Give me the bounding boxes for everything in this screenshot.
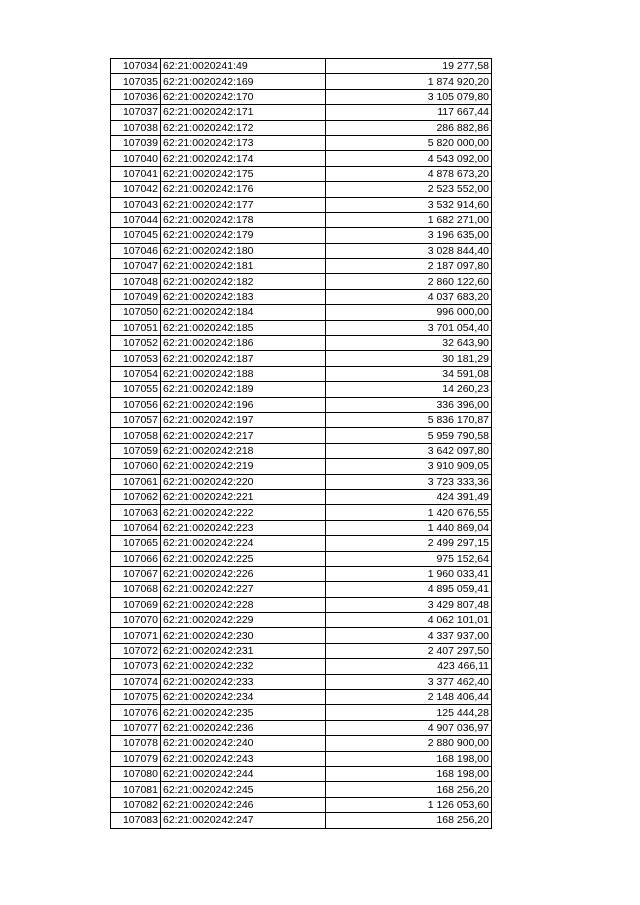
cadastral-number-cell: 62:21:0020242:225 [161,551,326,566]
cadastral-number-cell: 62:21:0020242:196 [161,397,326,412]
cadastral-value-cell: 423 466,11 [326,659,492,674]
table-row [111,89,492,104]
cadastral-value-cell: 168 256,20 [326,813,492,828]
table-row [111,243,492,258]
cadastral-number-cell: 62:21:0020242:230 [161,628,326,643]
table-row [111,489,492,504]
table-row [111,382,492,397]
cadastral-number-cell: 62:21:0020242:187 [161,351,326,366]
cadastral-value-cell: 975 152,64 [326,551,492,566]
table-row [111,212,492,227]
cadastral-value-cell: 4 037 683,20 [326,289,492,304]
cadastral-number-cell: 62:21:0020242:181 [161,259,326,274]
cadastral-value-cell: 3 701 054,40 [326,320,492,335]
cadastral-number-cell: 62:21:0020242:221 [161,489,326,504]
cadastral-value-cell: 424 391,49 [326,489,492,504]
cadastral-number-cell: 62:21:0020242:178 [161,212,326,227]
row-id-cell: 107083 [111,813,161,828]
row-id-cell: 107065 [111,536,161,551]
table-row [111,428,492,443]
cadastral-value-cell: 2 187 097,80 [326,259,492,274]
cadastral-number-cell: 62:21:0020242:171 [161,105,326,120]
cadastral-number-cell: 62:21:0020242:189 [161,382,326,397]
cadastral-number-cell: 62:21:0020242:197 [161,412,326,427]
cadastral-number-cell: 62:21:0020242:232 [161,659,326,674]
row-id-cell: 107072 [111,643,161,658]
cadastral-value-cell: 3 642 097,80 [326,443,492,458]
table-row [111,459,492,474]
cadastral-value-cell: 2 148 406,44 [326,690,492,705]
cadastral-number-cell: 62:21:0020242:245 [161,782,326,797]
cadastral-number-cell: 62:21:0020242:173 [161,135,326,150]
table-row [111,705,492,720]
cadastral-number-cell: 62:21:0020242:184 [161,305,326,320]
row-id-cell: 107059 [111,443,161,458]
table-row [111,628,492,643]
row-id-cell: 107058 [111,428,161,443]
cadastral-value-cell: 1 960 033,41 [326,566,492,581]
row-id-cell: 107081 [111,782,161,797]
cadastral-number-cell: 62:21:0020242:244 [161,766,326,781]
row-id-cell: 107047 [111,259,161,274]
row-id-cell: 107040 [111,151,161,166]
cadastral-value-table [110,58,492,829]
table-row [111,674,492,689]
row-id-cell: 107075 [111,690,161,705]
cadastral-value-cell: 4 895 059,41 [326,582,492,597]
table-row [111,259,492,274]
cadastral-number-cell: 62:21:0020242:226 [161,566,326,581]
row-id-cell: 107049 [111,289,161,304]
cadastral-value-cell: 34 591,08 [326,366,492,381]
cadastral-value-cell: 168 256,20 [326,782,492,797]
cadastral-number-cell: 62:21:0020242:234 [161,690,326,705]
row-id-cell: 107050 [111,305,161,320]
cadastral-value-cell: 336 396,00 [326,397,492,412]
table-row [111,366,492,381]
table-row [111,551,492,566]
row-id-cell: 107057 [111,412,161,427]
cadastral-value-cell: 286 882,86 [326,120,492,135]
table-row [111,474,492,489]
table-row [111,643,492,658]
table-row [111,566,492,581]
table-row [111,736,492,751]
table-row [111,151,492,166]
row-id-cell: 107082 [111,797,161,812]
table-row [111,659,492,674]
table-row [111,536,492,551]
row-id-cell: 107038 [111,120,161,135]
row-id-cell: 107046 [111,243,161,258]
cadastral-number-cell: 62:21:0020242:217 [161,428,326,443]
cadastral-value-cell: 3 910 909,05 [326,459,492,474]
cadastral-number-cell: 62:21:0020242:188 [161,366,326,381]
row-id-cell: 107062 [111,489,161,504]
cadastral-value-cell: 2 523 552,00 [326,182,492,197]
cadastral-number-cell: 62:21:0020242:223 [161,520,326,535]
table-row [111,105,492,120]
table-row [111,597,492,612]
cadastral-number-cell: 62:21:0020242:177 [161,197,326,212]
cadastral-number-cell: 62:21:0020242:247 [161,813,326,828]
row-id-cell: 107048 [111,274,161,289]
cadastral-value-cell: 4 062 101,01 [326,613,492,628]
cadastral-value-cell: 4 543 092,00 [326,151,492,166]
cadastral-value-cell: 1 440 869,04 [326,520,492,535]
cadastral-value-cell: 1 420 676,55 [326,505,492,520]
cadastral-value-cell: 2 407 297,50 [326,643,492,658]
row-id-cell: 107041 [111,166,161,181]
row-id-cell: 107036 [111,89,161,104]
table-row [111,720,492,735]
cadastral-number-cell: 62:21:0020242:233 [161,674,326,689]
table-row [111,305,492,320]
table-row [111,228,492,243]
cadastral-number-cell: 62:21:0020242:170 [161,89,326,104]
table-row [111,197,492,212]
row-id-cell: 107064 [111,520,161,535]
cadastral-value-cell: 4 907 036,97 [326,720,492,735]
cadastral-number-cell: 62:21:0020242:172 [161,120,326,135]
cadastral-value-cell: 1 126 053,60 [326,797,492,812]
row-id-cell: 107044 [111,212,161,227]
cadastral-value-cell: 125 444,28 [326,705,492,720]
cadastral-value-cell: 3 028 844,40 [326,243,492,258]
table-row [111,782,492,797]
cadastral-value-cell: 4 878 673,20 [326,166,492,181]
cadastral-number-cell: 62:21:0020242:185 [161,320,326,335]
row-id-cell: 107074 [111,674,161,689]
table-row [111,166,492,181]
row-id-cell: 107039 [111,135,161,150]
row-id-cell: 107078 [111,736,161,751]
row-id-cell: 107035 [111,74,161,89]
table-row [111,613,492,628]
cadastral-number-cell: 62:21:0020242:220 [161,474,326,489]
table-row [111,135,492,150]
row-id-cell: 107073 [111,659,161,674]
cadastral-number-cell: 62:21:0020242:174 [161,151,326,166]
row-id-cell: 107077 [111,720,161,735]
table-row [111,797,492,812]
row-id-cell: 107053 [111,351,161,366]
cadastral-value-cell: 5 820 000,00 [326,135,492,150]
row-id-cell: 107068 [111,582,161,597]
cadastral-number-cell: 62:21:0020242:246 [161,797,326,812]
row-id-cell: 107043 [111,197,161,212]
cadastral-value-cell: 5 959 790,58 [326,428,492,443]
table-row [111,74,492,89]
row-id-cell: 107061 [111,474,161,489]
table-row [111,289,492,304]
cadastral-number-cell: 62:21:0020242:182 [161,274,326,289]
cadastral-value-cell: 1 682 271,00 [326,212,492,227]
table-row [111,520,492,535]
cadastral-number-cell: 62:21:0020242:224 [161,536,326,551]
document-page [110,58,491,829]
cadastral-value-cell: 3 196 635,00 [326,228,492,243]
cadastral-number-cell: 62:21:0020242:240 [161,736,326,751]
row-id-cell: 107034 [111,59,161,74]
table-row [111,320,492,335]
row-id-cell: 107070 [111,613,161,628]
cadastral-number-cell: 62:21:0020242:218 [161,443,326,458]
cadastral-number-cell: 62:21:0020242:231 [161,643,326,658]
cadastral-number-cell: 62:21:0020242:175 [161,166,326,181]
cadastral-number-cell: 62:21:0020242:227 [161,582,326,597]
cadastral-number-cell: 62:21:0020242:180 [161,243,326,258]
cadastral-value-cell: 2 860 122,60 [326,274,492,289]
table-row [111,59,492,74]
table-row [111,443,492,458]
row-id-cell: 107080 [111,766,161,781]
cadastral-value-cell: 5 836 170,87 [326,412,492,427]
table-row [111,397,492,412]
row-id-cell: 107054 [111,366,161,381]
row-id-cell: 107056 [111,397,161,412]
cadastral-value-cell: 3 429 807,48 [326,597,492,612]
cadastral-value-cell: 168 198,00 [326,766,492,781]
table-row [111,582,492,597]
cadastral-number-cell: 62:21:0020242:179 [161,228,326,243]
cadastral-number-cell: 62:21:0020242:219 [161,459,326,474]
table-row [111,120,492,135]
cadastral-number-cell: 62:21:0020242:228 [161,597,326,612]
cadastral-value-cell: 168 198,00 [326,751,492,766]
cadastral-value-cell: 2 499 297,15 [326,536,492,551]
table-row [111,813,492,828]
table-row [111,351,492,366]
cadastral-value-cell: 2 880 900,00 [326,736,492,751]
row-id-cell: 107079 [111,751,161,766]
row-id-cell: 107042 [111,182,161,197]
row-id-cell: 107052 [111,336,161,351]
cadastral-value-cell: 3 723 333,36 [326,474,492,489]
table-body [111,59,492,829]
cadastral-value-cell: 3 532 914,60 [326,197,492,212]
cadastral-value-cell: 3 105 079,80 [326,89,492,104]
table-row [111,766,492,781]
cadastral-number-cell: 62:21:0020242:235 [161,705,326,720]
table-row [111,412,492,427]
row-id-cell: 107063 [111,505,161,520]
row-id-cell: 107076 [111,705,161,720]
cadastral-number-cell: 62:21:0020242:243 [161,751,326,766]
cadastral-value-cell: 30 181,29 [326,351,492,366]
cadastral-number-cell: 62:21:0020241:49 [161,59,326,74]
table-row [111,182,492,197]
row-id-cell: 107051 [111,320,161,335]
row-id-cell: 107067 [111,566,161,581]
table-row [111,751,492,766]
cadastral-value-cell: 19 277,58 [326,59,492,74]
table-row [111,274,492,289]
cadastral-value-cell: 4 337 937,00 [326,628,492,643]
cadastral-number-cell: 62:21:0020242:169 [161,74,326,89]
cadastral-number-cell: 62:21:0020242:183 [161,289,326,304]
cadastral-value-cell: 117 667,44 [326,105,492,120]
cadastral-number-cell: 62:21:0020242:236 [161,720,326,735]
table-row [111,690,492,705]
row-id-cell: 107055 [111,382,161,397]
cadastral-number-cell: 62:21:0020242:186 [161,336,326,351]
row-id-cell: 107037 [111,105,161,120]
cadastral-value-cell: 32 643,90 [326,336,492,351]
cadastral-number-cell: 62:21:0020242:176 [161,182,326,197]
cadastral-value-cell: 1 874 920,20 [326,74,492,89]
cadastral-value-cell: 996 000,00 [326,305,492,320]
cadastral-number-cell: 62:21:0020242:222 [161,505,326,520]
row-id-cell: 107066 [111,551,161,566]
table-row [111,505,492,520]
cadastral-value-cell: 14 260,23 [326,382,492,397]
row-id-cell: 107045 [111,228,161,243]
row-id-cell: 107069 [111,597,161,612]
row-id-cell: 107060 [111,459,161,474]
cadastral-value-cell: 3 377 462,40 [326,674,492,689]
table-row [111,336,492,351]
row-id-cell: 107071 [111,628,161,643]
cadastral-number-cell: 62:21:0020242:229 [161,613,326,628]
